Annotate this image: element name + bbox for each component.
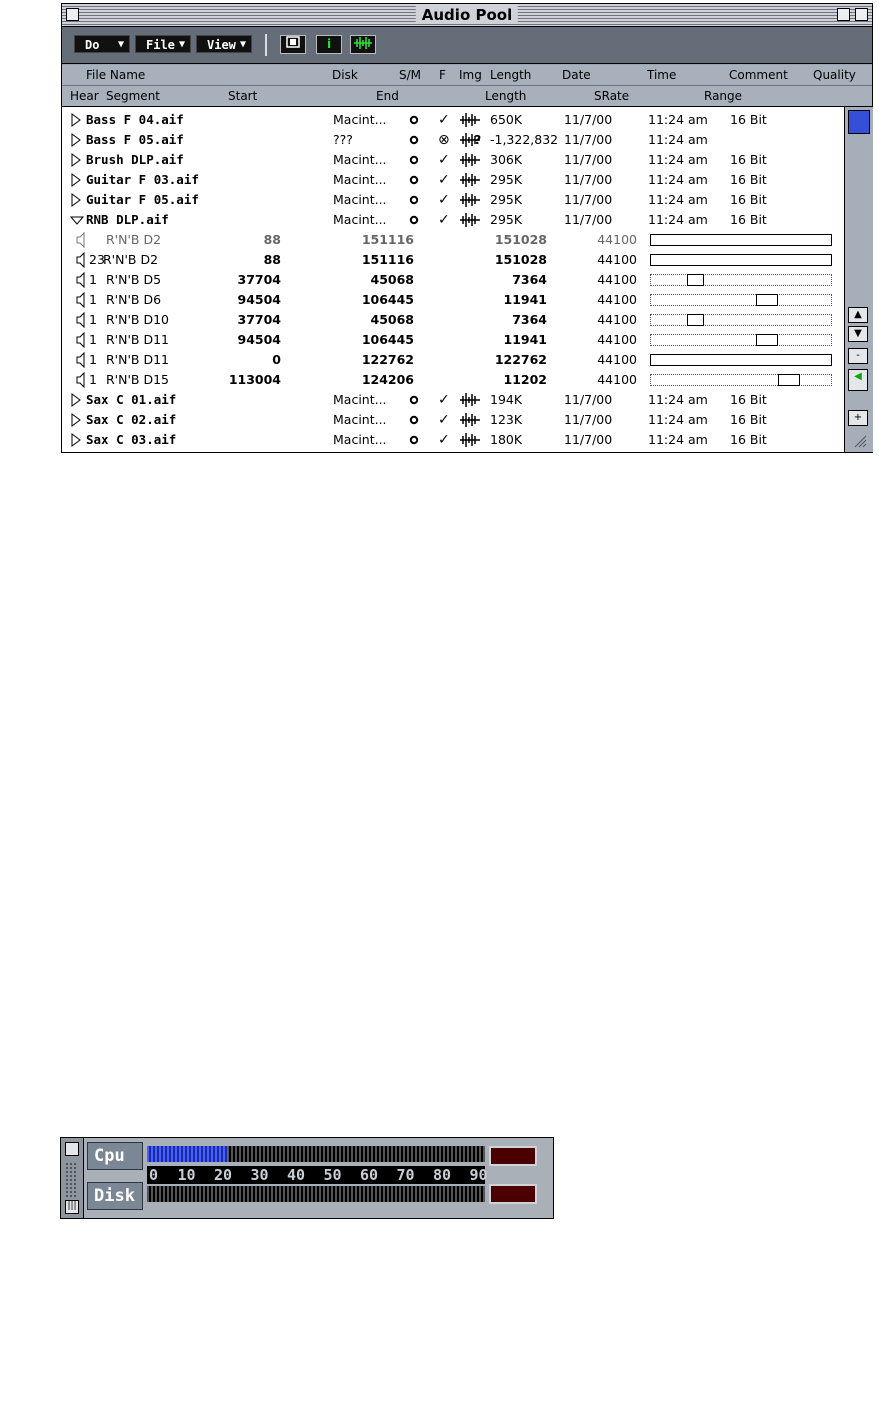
segment-count: 1 bbox=[89, 352, 97, 367]
file-length: 194K bbox=[490, 392, 523, 407]
file-quality: 16 Bit bbox=[730, 412, 767, 427]
file-time: 11:24 am bbox=[648, 172, 708, 187]
file-date: 11/7/00 bbox=[564, 192, 613, 207]
waveform-icon bbox=[459, 432, 481, 452]
segment-name: R'N'B D2 bbox=[103, 252, 159, 267]
file-name: Sax C 01.aif bbox=[86, 392, 177, 407]
meter-tick-label: 10 bbox=[177, 1166, 196, 1184]
range-bar[interactable] bbox=[650, 294, 832, 306]
range-selection[interactable] bbox=[687, 314, 704, 326]
cpu-disk-meter-window bbox=[60, 1137, 554, 1219]
segment-count: 1 bbox=[89, 332, 97, 347]
menu-arrow-icon: ▼ bbox=[178, 39, 185, 50]
range-selection[interactable] bbox=[778, 374, 800, 386]
segment-row[interactable] bbox=[62, 230, 844, 250]
segment-srate: 44100 bbox=[597, 332, 637, 347]
header-f[interactable]: F bbox=[439, 68, 446, 82]
file-length: 295K bbox=[490, 192, 523, 207]
range-bar[interactable] bbox=[650, 334, 832, 346]
toolbar bbox=[62, 27, 872, 64]
file-row[interactable] bbox=[62, 110, 844, 130]
segment-srate: 44100 bbox=[597, 292, 637, 307]
found-status: ✓ bbox=[438, 412, 450, 428]
file-date: 11/7/00 bbox=[564, 432, 613, 447]
header-range[interactable]: Range bbox=[704, 89, 743, 103]
meter-scale bbox=[147, 1166, 488, 1184]
meter-tick-label: 60 bbox=[360, 1166, 379, 1184]
view-menu[interactable] bbox=[196, 35, 252, 53]
segment-start: 0 bbox=[272, 352, 281, 367]
range-bar[interactable] bbox=[650, 314, 832, 326]
cpu-meter-bar bbox=[147, 1146, 485, 1162]
segment-end: 45068 bbox=[370, 312, 414, 327]
segment-srate: 44100 bbox=[597, 232, 637, 247]
segment-row[interactable] bbox=[62, 370, 844, 390]
range-selection[interactable] bbox=[756, 334, 778, 346]
segment-start: 88 bbox=[263, 232, 281, 247]
file-length: 123K bbox=[490, 412, 523, 427]
header-end[interactable]: End bbox=[376, 89, 399, 103]
file-length: -1,322,832 bbox=[490, 132, 559, 147]
resize-grip-icon[interactable] bbox=[851, 432, 867, 448]
found-status: ✓ bbox=[438, 112, 450, 128]
file-time: 11:24 am bbox=[648, 192, 708, 207]
column-header-row bbox=[62, 65, 872, 86]
segment-end: 106445 bbox=[361, 332, 414, 347]
segment-length: 151028 bbox=[494, 252, 547, 267]
segment-name: R'N'B D11 bbox=[106, 332, 169, 347]
segment-row[interactable] bbox=[62, 350, 844, 370]
meter-tick-label: 50 bbox=[323, 1166, 342, 1184]
meter-tick-label: 80 bbox=[433, 1166, 452, 1184]
file-name: Sax C 03.aif bbox=[86, 432, 177, 447]
file-length: 650K bbox=[490, 112, 523, 127]
do-menu[interactable] bbox=[74, 35, 130, 53]
range-selection[interactable] bbox=[756, 294, 778, 306]
menu-arrow-icon: ▼ bbox=[117, 39, 124, 50]
waveform-icon[interactable] bbox=[350, 35, 376, 54]
zoom-out-icon[interactable]: - bbox=[848, 348, 868, 364]
segment-end: 122762 bbox=[361, 352, 414, 367]
collapse-box[interactable] bbox=[855, 8, 868, 21]
audio-file-list[interactable] bbox=[62, 107, 844, 452]
file-length: 295K bbox=[490, 172, 523, 187]
audio-pool-window bbox=[61, 3, 873, 453]
info-icon[interactable]: i bbox=[316, 35, 342, 54]
disclosure-closed-icon[interactable] bbox=[70, 430, 82, 452]
toolbar-divider bbox=[265, 34, 267, 56]
file-time: 11:24 am bbox=[648, 152, 708, 167]
meter-tick-label: 30 bbox=[250, 1166, 269, 1184]
found-status: ✓ bbox=[438, 152, 450, 168]
disk-meter-bar bbox=[147, 1186, 485, 1202]
collapse-icon[interactable]: ||| bbox=[65, 1200, 79, 1214]
file-row[interactable] bbox=[62, 430, 844, 450]
close-box[interactable] bbox=[66, 8, 79, 21]
cpu-peak-indicator[interactable] bbox=[489, 1146, 537, 1166]
segment-count: 23 bbox=[89, 252, 105, 267]
file-length: 295K bbox=[490, 212, 523, 227]
segment-length: 7364 bbox=[512, 272, 547, 287]
file-quality: 16 Bit bbox=[730, 432, 767, 447]
file-length: 306K bbox=[490, 152, 523, 167]
file-row[interactable] bbox=[62, 130, 844, 150]
segment-end: 151116 bbox=[361, 232, 414, 247]
segment-length: 11941 bbox=[503, 292, 547, 307]
segment-srate: 44100 bbox=[597, 352, 637, 367]
found-status: ✓ bbox=[438, 432, 450, 448]
disk-name: Macint... bbox=[333, 412, 387, 427]
header-file-name[interactable]: File Name bbox=[86, 68, 146, 82]
segment-count: 1 bbox=[89, 372, 97, 387]
segment-length: 11202 bbox=[503, 372, 547, 387]
file-name: Bass F 04.aif bbox=[86, 112, 184, 127]
meter-tick-label: 90 bbox=[469, 1166, 488, 1184]
file-quality: 16 Bit bbox=[730, 112, 767, 127]
scroll-up-arrow-icon[interactable]: ▲ bbox=[848, 307, 868, 323]
segment-name: R'N'B D2 bbox=[106, 232, 162, 247]
meter-side-panel bbox=[61, 1138, 84, 1218]
segment-start: 37704 bbox=[237, 272, 281, 287]
disk-name: Macint... bbox=[333, 392, 387, 407]
segment-end: 124206 bbox=[361, 372, 414, 387]
missing-marker-icon: ? bbox=[474, 132, 482, 147]
segment-row[interactable] bbox=[62, 310, 844, 330]
segment-start: 88 bbox=[263, 252, 281, 267]
segment-row[interactable] bbox=[62, 270, 844, 290]
file-quality: 16 Bit bbox=[730, 212, 767, 227]
file-time: 11:24 am bbox=[648, 112, 708, 127]
file-time: 11:24 am bbox=[648, 412, 708, 427]
found-status: ✓ bbox=[438, 172, 450, 188]
file-row[interactable] bbox=[62, 190, 844, 210]
zoom-in-icon[interactable]: + bbox=[848, 410, 868, 426]
disk-name: Macint... bbox=[333, 192, 387, 207]
segment-start: 113004 bbox=[228, 372, 281, 387]
segment-end: 151116 bbox=[361, 252, 414, 267]
segment-end: 106445 bbox=[361, 292, 414, 307]
drag-grip-icon[interactable] bbox=[65, 1162, 77, 1198]
header-seg-length[interactable]: Length bbox=[485, 89, 527, 103]
segment-count: 1 bbox=[89, 272, 97, 287]
vertical-scrollbar[interactable] bbox=[844, 107, 873, 452]
do-menu-label: Do bbox=[85, 38, 100, 52]
meter-tick-label: 70 bbox=[396, 1166, 415, 1184]
file-row[interactable] bbox=[62, 410, 844, 430]
header-disk[interactable]: Disk bbox=[332, 68, 358, 82]
segment-name: R'N'B D15 bbox=[106, 372, 169, 387]
range-bar[interactable] bbox=[650, 374, 832, 386]
frame-icon[interactable] bbox=[280, 35, 306, 54]
segment-length: 151028 bbox=[494, 232, 547, 247]
segment-end: 45068 bbox=[370, 272, 414, 287]
file-name: Guitar F 03.aif bbox=[86, 172, 199, 187]
segment-start: 37704 bbox=[237, 312, 281, 327]
disk-label: Disk bbox=[87, 1182, 143, 1210]
header-sm[interactable]: S/M bbox=[399, 68, 422, 82]
segment-row[interactable] bbox=[62, 290, 844, 310]
scroll-down-arrow-icon[interactable]: ▼ bbox=[848, 326, 868, 342]
disk-peak-indicator[interactable] bbox=[489, 1184, 537, 1204]
file-date: 11/7/00 bbox=[564, 212, 613, 227]
view-menu-label: View bbox=[207, 38, 236, 52]
segment-start: 94504 bbox=[237, 332, 281, 347]
segment-length: 11941 bbox=[503, 332, 547, 347]
segment-row[interactable] bbox=[62, 250, 844, 270]
segment-start: 94504 bbox=[237, 292, 281, 307]
segment-srate: 44100 bbox=[597, 372, 637, 387]
file-name: Brush DLP.aif bbox=[86, 152, 184, 167]
file-time: 11:24 am bbox=[648, 132, 708, 147]
found-status: ✓ bbox=[438, 212, 450, 228]
range-selection[interactable] bbox=[687, 274, 704, 286]
disk-name: Macint... bbox=[333, 152, 387, 167]
file-menu-label: File bbox=[146, 38, 175, 52]
file-length: 180K bbox=[490, 432, 523, 447]
found-status: ✓ bbox=[438, 392, 450, 408]
range-bar[interactable] bbox=[650, 354, 832, 366]
file-row[interactable] bbox=[62, 170, 844, 190]
segment-name: R'N'B D10 bbox=[106, 312, 169, 327]
meter-tick-label: 40 bbox=[287, 1166, 306, 1184]
file-name: Guitar F 05.aif bbox=[86, 192, 199, 207]
close-box[interactable] bbox=[65, 1142, 79, 1156]
segment-count: 1 bbox=[89, 292, 97, 307]
file-row[interactable] bbox=[62, 150, 844, 170]
file-date: 11/7/00 bbox=[564, 132, 613, 147]
scroll-thumb[interactable] bbox=[848, 110, 870, 134]
segment-srate: 44100 bbox=[597, 272, 637, 287]
file-date: 11/7/00 bbox=[564, 172, 613, 187]
header-time[interactable]: Time bbox=[647, 68, 677, 82]
header-comment[interactable]: Comment bbox=[729, 68, 788, 82]
segment-header-row bbox=[62, 86, 872, 107]
range-bar[interactable] bbox=[650, 254, 832, 266]
file-name: Sax C 02.aif bbox=[86, 412, 177, 427]
header-srate[interactable]: SRate bbox=[594, 89, 630, 103]
disk-name: Macint... bbox=[333, 212, 387, 227]
play-left-arrow-icon[interactable]: ◀ bbox=[848, 369, 868, 391]
segment-srate: 44100 bbox=[597, 312, 637, 327]
file-name: Bass F 05.aif bbox=[86, 132, 184, 147]
header-start[interactable]: Start bbox=[228, 89, 258, 103]
file-row[interactable] bbox=[62, 390, 844, 410]
segment-length: 122762 bbox=[494, 352, 547, 367]
cpu-meter-fill bbox=[147, 1146, 228, 1162]
header-length[interactable]: Length bbox=[490, 68, 532, 82]
title-bar[interactable] bbox=[62, 4, 872, 27]
menu-arrow-icon: ▼ bbox=[239, 39, 246, 50]
segment-name: R'N'B D6 bbox=[106, 292, 162, 307]
file-time: 11:24 am bbox=[648, 392, 708, 407]
segment-row[interactable] bbox=[62, 330, 844, 350]
segment-name: R'N'B D11 bbox=[106, 352, 169, 367]
range-bar[interactable] bbox=[650, 234, 832, 246]
file-quality: 16 Bit bbox=[730, 192, 767, 207]
file-name: RNB DLP.aif bbox=[86, 212, 169, 227]
window-title: Audio Pool bbox=[416, 6, 518, 24]
file-quality: 16 Bit bbox=[730, 172, 767, 187]
header-quality[interactable]: Quality bbox=[813, 68, 856, 82]
disk-name: Macint... bbox=[333, 112, 387, 127]
header-img[interactable]: Img bbox=[459, 68, 482, 82]
range-bar[interactable] bbox=[650, 274, 832, 286]
segment-name: R'N'B D5 bbox=[106, 272, 162, 287]
file-date: 11/7/00 bbox=[564, 392, 613, 407]
file-row[interactable] bbox=[62, 210, 844, 230]
file-quality: 16 Bit bbox=[730, 392, 767, 407]
segment-srate: 44100 bbox=[597, 252, 637, 267]
file-date: 11/7/00 bbox=[564, 412, 613, 427]
meter-tick-label: 0 bbox=[149, 1166, 159, 1184]
file-quality: 16 Bit bbox=[730, 152, 767, 167]
header-hear[interactable]: Hear bbox=[70, 89, 99, 103]
status-dot-icon bbox=[409, 430, 419, 452]
zoom-box[interactable] bbox=[837, 8, 850, 21]
file-date: 11/7/00 bbox=[564, 152, 613, 167]
file-menu[interactable] bbox=[135, 35, 191, 53]
file-date: 11/7/00 bbox=[564, 112, 613, 127]
segment-count: 1 bbox=[89, 312, 97, 327]
found-status: ⊗ bbox=[438, 132, 450, 148]
segment-length: 7364 bbox=[512, 312, 547, 327]
header-date[interactable]: Date bbox=[562, 68, 591, 82]
meter-tick-label: 20 bbox=[214, 1166, 233, 1184]
file-time: 11:24 am bbox=[648, 432, 708, 447]
file-time: 11:24 am bbox=[648, 212, 708, 227]
disk-name: ??? bbox=[333, 132, 353, 147]
cpu-label: Cpu bbox=[87, 1142, 143, 1170]
found-status: ✓ bbox=[438, 192, 450, 208]
disk-name: Macint... bbox=[333, 432, 387, 447]
header-segment[interactable]: Segment bbox=[106, 89, 160, 103]
disk-name: Macint... bbox=[333, 172, 387, 187]
